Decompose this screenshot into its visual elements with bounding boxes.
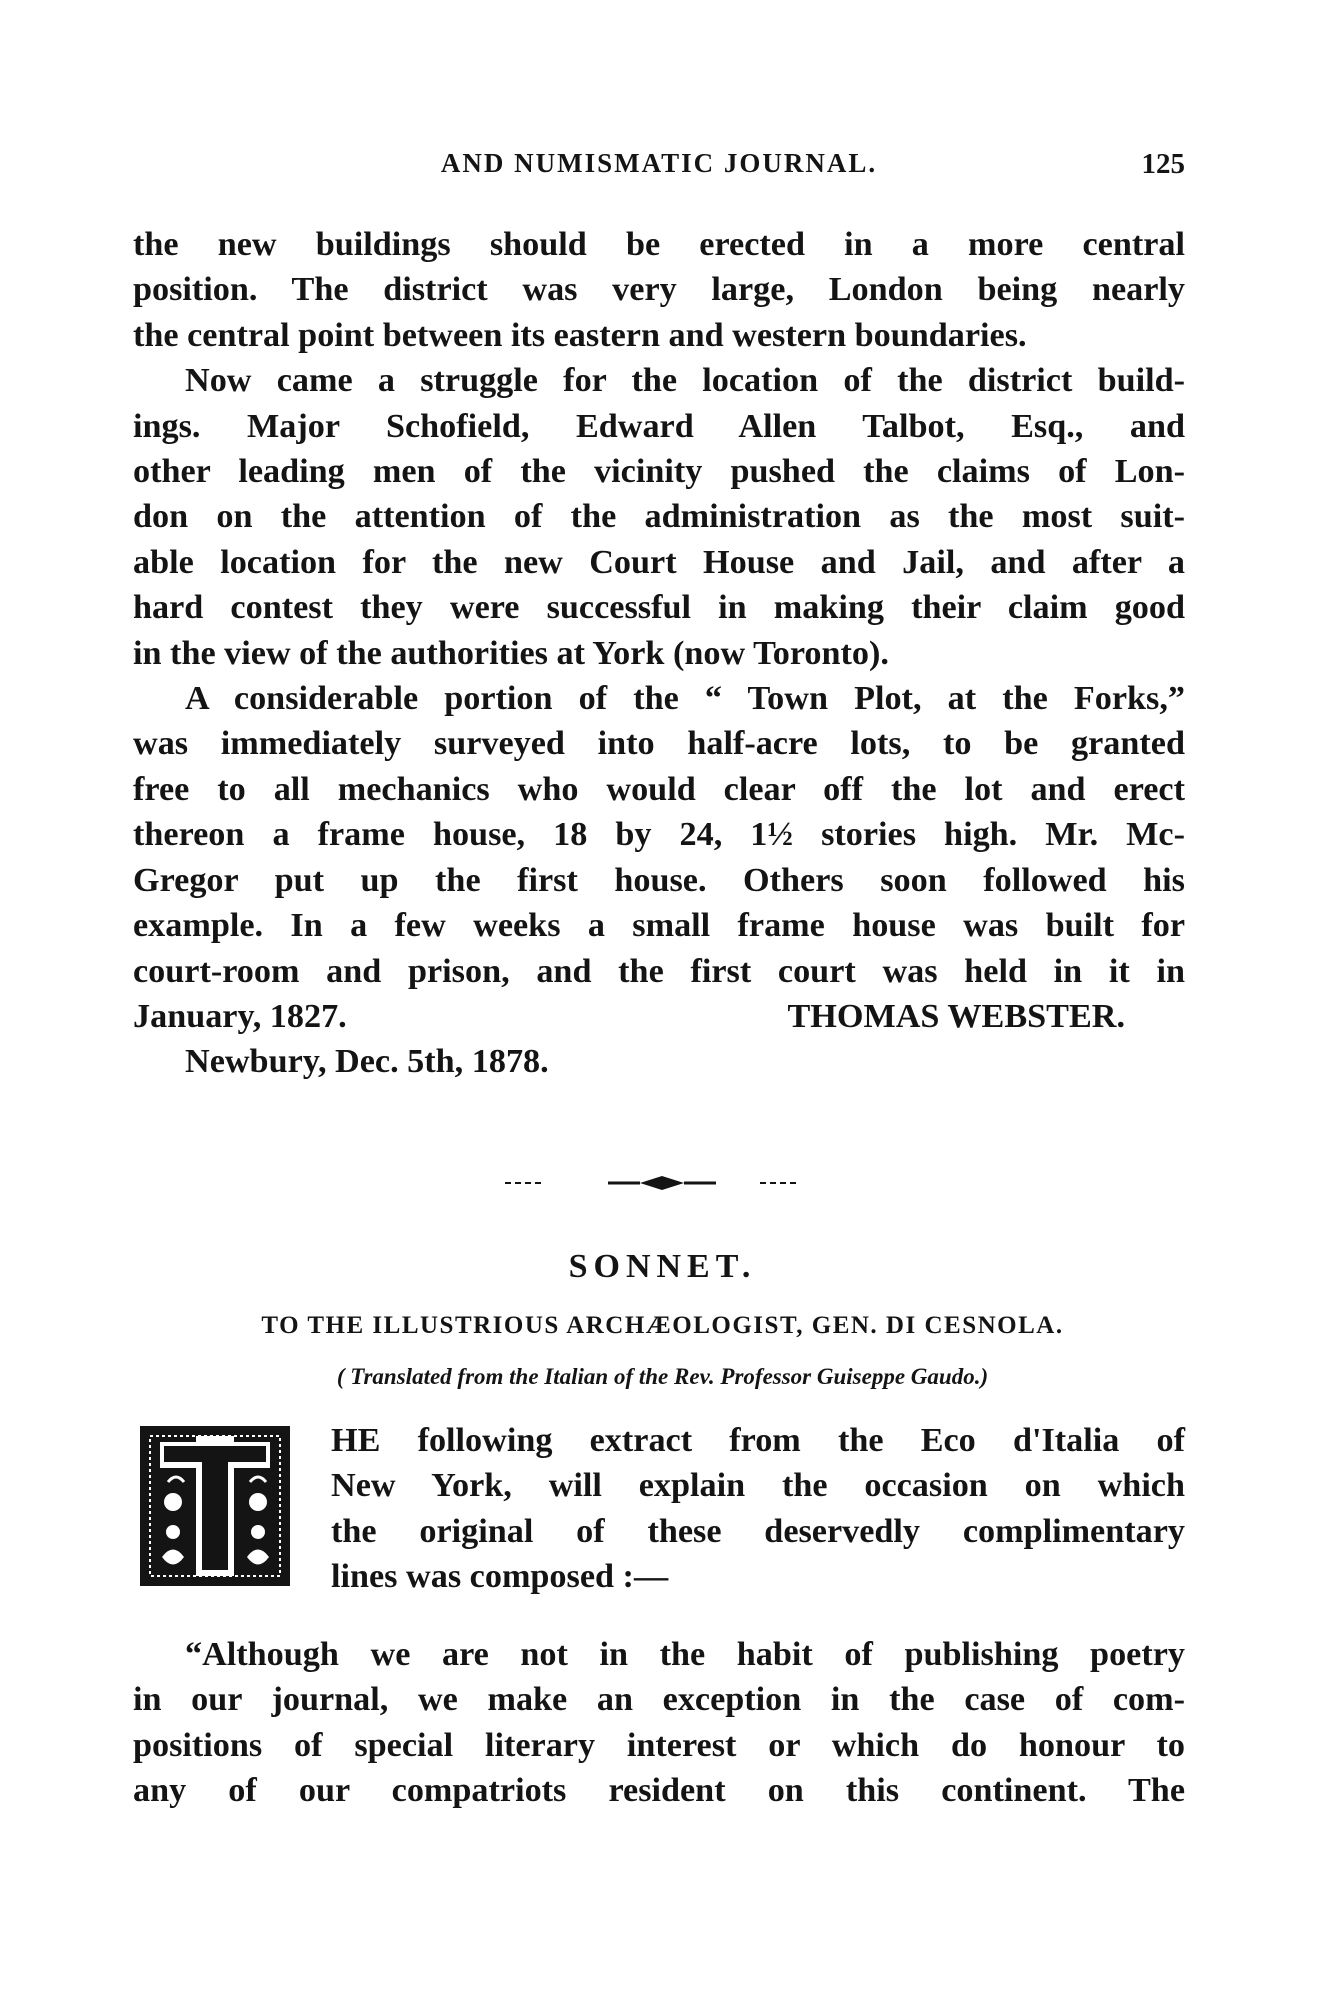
sonnet-title: SONNET. — [568, 1248, 757, 1285]
intro-paragraph — [331, 1418, 1185, 1600]
text-line: Gregor put up the first house. Others soon followed his — [133, 861, 1185, 899]
text-line: was immediately surveyed into half-acre lots, to be granted — [133, 725, 1185, 763]
date-line: January, 1827. — [133, 997, 347, 1035]
text-line: other leading men of the vicinity pushed the claims of Lon- — [133, 453, 1185, 491]
text-line: “Although we are not in the habit of publishing poetry — [185, 1636, 1185, 1673]
text-line: HE following extract from the Eco d'Italia of — [331, 1422, 1185, 1459]
text-line: in our journal, we make an exception in the case of com- — [133, 1681, 1185, 1719]
page-header — [133, 148, 1185, 188]
sonnet-dedication: TO THE ILLUSTRIOUS ARCHÆOLOGIST, GEN. DI CESNOLA. — [261, 1312, 1064, 1339]
text-line: example. In a few weeks a small frame house was built for — [133, 907, 1185, 945]
text-line: don on the attention of the administration as the most suit- — [133, 498, 1185, 536]
text-line: ings. Major Schofield, Edward Allen Talbot, Esq., and — [133, 407, 1185, 445]
running-title: AND NUMISMATIC JOURNAL. — [440, 148, 878, 178]
text-line: thereon a frame house, 18 by 24, 1½ stories high. Mr. Mc- — [133, 816, 1185, 854]
article-body — [133, 222, 1185, 1085]
text-line: the original of these deservedly complimentary — [331, 1512, 1185, 1550]
text-line: court-room and prison, and the first court was held in it in — [133, 952, 1185, 990]
text-line: lines was composed :— — [331, 1558, 669, 1596]
author-signature: THOMAS WEBSTER. — [787, 997, 1125, 1035]
text-line: position. The district was very large, London being nearly — [133, 271, 1185, 309]
signature-line — [133, 994, 1185, 1039]
place-date: Newbury, Dec. 5th, 1878. — [185, 1043, 549, 1081]
quoted-paragraph — [133, 1632, 1185, 1814]
text-line: hard contest they were successful in making their claim good — [133, 589, 1185, 627]
text-line: the new buildings should be erected in a more central — [133, 226, 1185, 263]
section-divider-ornament — [0, 1168, 1325, 1198]
text-line: free to all mechanics who would clear off the lot and erect — [133, 770, 1185, 808]
text-line: Now came a struggle for the location of the district build- — [185, 362, 1185, 400]
text-line: the central point between its eastern and western boundaries. — [133, 316, 1027, 354]
ornamental-drop-cap — [138, 1422, 296, 1590]
text-line: A considerable portion of the “ Town Plot, at the Forks,” — [185, 680, 1185, 718]
text-line: New York, will explain the occasion on which — [331, 1467, 1185, 1505]
text-line: any of our compatriots resident on this continent. The — [133, 1772, 1185, 1810]
text-line: able location for the new Court House and Jail, and after a — [133, 543, 1185, 581]
text-line: positions of special literary interest or which do honour to — [133, 1726, 1185, 1764]
page-number: 125 — [1141, 148, 1185, 180]
text-line: in the view of the authorities at York (now Toronto). — [133, 634, 889, 672]
translation-note: ( Translated from the Italian of the Rev. Professor Guiseppe Gaudo.) — [336, 1364, 989, 1389]
